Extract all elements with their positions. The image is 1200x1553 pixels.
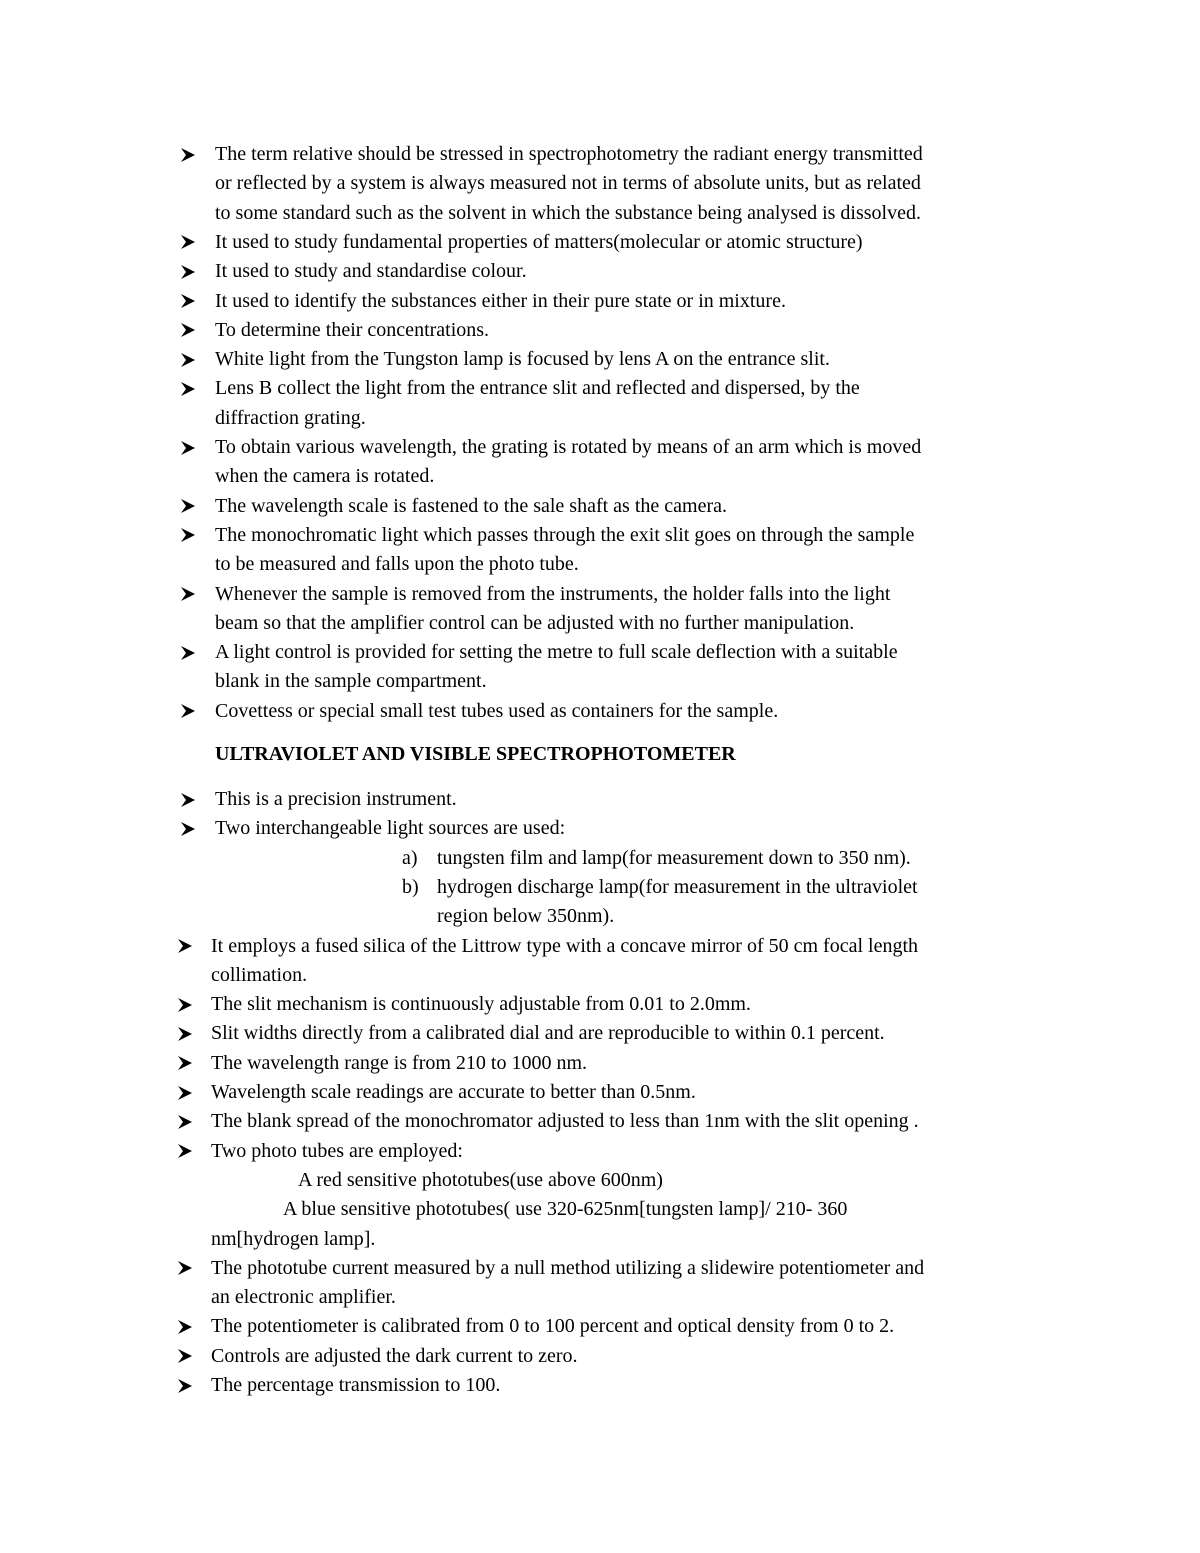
bullet-item-line: Whenever the sample is removed from the instruments, the holder falls into the light: [215, 582, 891, 605]
bullet-item-line: The monochromatic light which passes through the exit slit goes on through the sample: [215, 523, 915, 546]
bullet-item-line: The term relative should be stressed in spectrophotometry the radiant energy transmitted: [215, 143, 923, 165]
bullet-item-line: Two photo tubes are employed:: [211, 1139, 463, 1162]
bullet-item-line: To determine their concentrations.: [215, 318, 490, 341]
sub-item-marker: b): [402, 875, 419, 898]
arrowhead-bullet-icon: [175, 1312, 195, 1341]
arrowhead-bullet-icon: [178, 492, 198, 521]
bullet-item-line: It employs a fused silica of the Littrow type with a concave mirror of 50 cm focal length: [211, 934, 919, 957]
bullet-item-line: or reflected by a system is always measured not in terms of absolute units, but as related: [215, 172, 921, 195]
bullet-item-line: It used to study fundamental properties of matters(molecular or atomic structure): [215, 230, 863, 253]
bullet-item-line: The slit mechanism is continuously adjustable from 0.01 to 2.0mm.: [211, 993, 751, 1016]
bullet-item-line: Lens B collect the light from the entrance slit and reflected and dispersed, by the: [215, 377, 860, 400]
phototube-red-line: A red sensitive phototubes(use above 600nm): [298, 1168, 663, 1191]
bullet-item-line: Controls are adjusted the dark current to zero.: [211, 1344, 578, 1367]
bullet-item-line: beam so that the amplifier control can be adjusted with no further manipulation.: [215, 611, 855, 634]
arrowhead-bullet-icon: [175, 1019, 195, 1048]
arrowhead-bullet-icon: [178, 697, 198, 726]
arrowhead-bullet-icon: [175, 1107, 195, 1136]
bullet-item-line: to be measured and falls upon the photo tube.: [215, 553, 579, 576]
bullet-item-line: collimation.: [211, 963, 308, 986]
bullet-item-line: diffraction grating.: [215, 406, 366, 429]
bullet-item-line: The phototube current measured by a null method utilizing a slidewire potentiometer and: [211, 1256, 925, 1279]
bullet-item-line: The wavelength scale is fastened to the sale shaft as the camera.: [215, 494, 728, 517]
bullet-item-line: This is a precision instrument.: [215, 788, 457, 810]
phototube-blue-line-cont: nm[hydrogen lamp].: [211, 1227, 376, 1250]
bullet-item-line: To obtain various wavelength, the grating is rotated by means of an arm which is moved: [215, 436, 922, 458]
arrowhead-bullet-icon: [178, 814, 198, 843]
arrowhead-bullet-icon: [175, 1049, 195, 1078]
bullet-item-line: an electronic amplifier.: [211, 1286, 396, 1309]
bullet-item-line: to some standard such as the solvent in which the substance being analysed is dissolved.: [215, 201, 921, 224]
arrowhead-bullet-icon: [178, 521, 198, 550]
bullet-item-line: when the camera is rotated.: [215, 465, 435, 488]
phototube-blue-line: A blue sensitive phototubes( use 320-625nm[tungsten lamp]/ 210- 360: [283, 1198, 848, 1221]
sub-item-line: hydrogen discharge lamp(for measurement in the ultraviolet: [437, 875, 918, 898]
arrowhead-bullet-icon: [178, 345, 198, 374]
bullet-item-line: The percentage transmission to 100.: [211, 1374, 501, 1396]
bullet-item-line: White light from the Tungston lamp is focused by lens A on the entrance slit.: [215, 348, 830, 371]
bullet-item-line: Covettess or special small test tubes used as containers for the sample.: [215, 699, 779, 722]
arrowhead-bullet-icon: [178, 580, 198, 609]
arrowhead-bullet-icon: [178, 785, 198, 814]
sub-item-marker: a): [402, 846, 418, 869]
bullet-item-line: Slit widths directly from a calibrated dial and are reproducible to within 0.1 percent.: [211, 1022, 885, 1045]
bullet-item-line: Wavelength scale readings are accurate to better than 0.5nm.: [211, 1081, 696, 1103]
bullet-item-line: It used to study and standardise colour.: [215, 260, 527, 283]
arrowhead-bullet-icon: [178, 374, 198, 403]
sub-item-line: region below 350nm).: [437, 905, 615, 928]
arrowhead-bullet-icon: [175, 1254, 195, 1283]
arrowhead-bullet-icon: [178, 257, 198, 286]
arrowhead-bullet-icon: [175, 1137, 195, 1166]
arrowhead-bullet-icon: [178, 316, 198, 345]
arrowhead-bullet-icon: [178, 228, 198, 257]
arrowhead-bullet-icon: [175, 1342, 195, 1371]
bullet-item-line: The blank spread of the monochromator adjusted to less than 1nm with the slit opening .: [211, 1110, 919, 1133]
bullet-item-line: A light control is provided for setting the metre to full scale deflection with a suitable: [215, 641, 898, 664]
bullet-item-line: blank in the sample compartment.: [215, 670, 487, 693]
bullet-item-line: It used to identify the substances either in their pure state or in mixture.: [215, 289, 786, 312]
bullet-item-line: The potentiometer is calibrated from 0 to 100 percent and optical density from 0 to 2.: [211, 1315, 895, 1338]
arrowhead-bullet-icon: [175, 1078, 195, 1107]
bullet-item-line: The wavelength range is from 210 to 1000 nm.: [211, 1051, 588, 1074]
arrowhead-bullet-icon: [175, 1371, 195, 1400]
arrowhead-bullet-icon: [178, 638, 198, 667]
arrowhead-bullet-icon: [175, 990, 195, 1019]
sub-item-line: tungsten film and lamp(for measurement down to 350 nm).: [437, 846, 911, 869]
section-heading: ULTRAVIOLET AND VISIBLE SPECTROPHOTOMETER: [215, 743, 736, 765]
arrowhead-bullet-icon: [175, 932, 195, 961]
arrowhead-bullet-icon: [178, 140, 198, 169]
arrowhead-bullet-icon: [178, 287, 198, 316]
bullet-item-line: Two interchangeable light sources are used:: [215, 817, 566, 840]
arrowhead-bullet-icon: [178, 433, 198, 462]
